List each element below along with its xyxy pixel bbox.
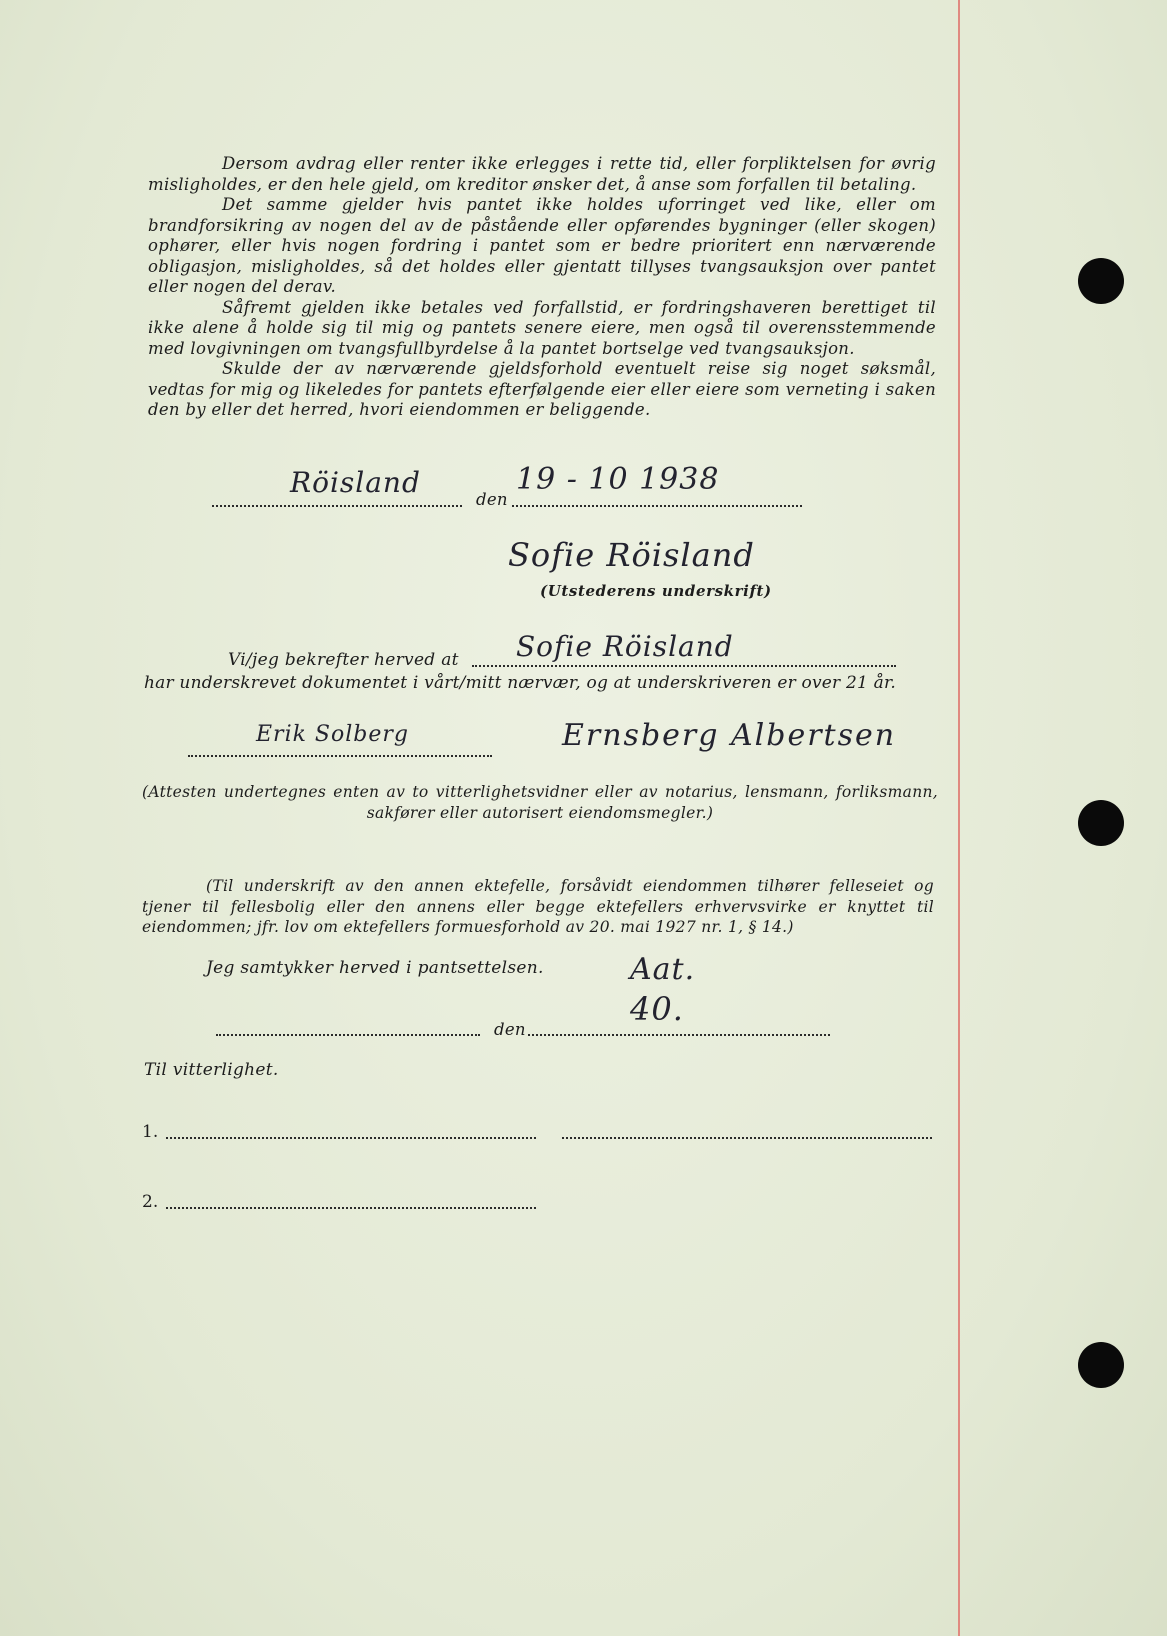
- spouse-mark-line2: 40.: [630, 990, 684, 1028]
- confirmation-prefix: Vi/jeg bekrefter herved at: [228, 650, 459, 670]
- witness1-dotted-line: [188, 755, 492, 757]
- date-handwritten: 19 - 10 1938: [516, 462, 720, 497]
- spouse-mark-line1: Aat.: [630, 952, 696, 987]
- den-label: den: [476, 490, 508, 509]
- terms-paragraph-default: Dersom avdrag eller renter ikke erlegges i rette tid, eller forpliktelsen for øvrig misligholdes, er den hele gjeld, om kreditor ønsker det, å anse som forfallen til betaling.: [148, 154, 936, 194]
- margin-rule: [958, 0, 960, 1636]
- witness-number-2: 2.: [142, 1192, 159, 1212]
- place-dotted-line: [212, 505, 462, 507]
- terms-paragraph-insurance: Det samme gjelder hvis pantet ikke holdes uforringet ved like, eller om brandforsikring av nogen del av de påstående eller opførendes bygninger (eller skogen) ophører, eller hvis nogen fordring i pantet som er bedre prioritert enn nærværende obligasjon, misligholdes, så det holdes eller gjentatt tillyses tvangsauksjon over pantet eller nogen del derav.: [148, 195, 936, 296]
- witness-1-line-b: [562, 1137, 932, 1139]
- punch-hole-lower: [1078, 1342, 1124, 1388]
- place-handwritten: Röisland: [290, 466, 421, 499]
- witness1-signature: Erik Solberg: [256, 722, 409, 747]
- terms-paragraph-venue: Skulde der av nærværende gjeldsforhold eventuelt reise sig noget søksmål, vedtas for mig og likeledes for pantets efterfølgende eier eller eiere som verneting i saken den by eller det herred, hvori eiendommen er beliggende.: [148, 359, 936, 419]
- confirmation-line2: har underskrevet dokumentet i vårt/mitt nærvær, og at underskriveren er over 21 år.: [144, 673, 897, 693]
- confirmation-name-handwritten: Sofie Röisland: [516, 630, 734, 663]
- spouse-note: (Til underskrift av den annen ektefelle, forsåvidt eiendommen tilhører felleseiet og tjener til fellesbolig eller den annens eller begge ektefellers erhvervsvirke er knyttet til eiendommen; jfr. lov om ektefellers formuesforhold av 20. mai 1927 nr. 1, § 14.): [142, 877, 934, 936]
- terms-paragraph-enforcement: Såfremt gjelden ikke betales ved forfallstid, er fordringshaveren berettiget til ikke alene å holde sig til mig og pantets senere eiere, men også til overensstemmende med lovgivningen om tvangsfullbyrdelse å la pantet bortselge ved tvangsauksjon.: [148, 297, 936, 358]
- punch-hole-middle: [1078, 800, 1124, 846]
- attestation-note: (Attesten undertegnes enten av to vitterlighetsvidner eller av notarius, lensmann, forliksmann, sakfører eller autorisert eiendomsmegler.): [142, 783, 938, 822]
- witness2-signature: Ernsberg Albertsen: [562, 718, 897, 753]
- witness-1-line-a: [166, 1137, 536, 1139]
- witnesses-heading: Til vitterlighet.: [144, 1060, 279, 1080]
- terms-section: [148, 154, 936, 421]
- spouse-den-label: den: [494, 1020, 526, 1039]
- spouse-consent: Jeg samtykker herved i pantsettelsen.: [206, 958, 544, 978]
- confirmation-name-line: [472, 665, 896, 667]
- witness-number-1: 1.: [142, 1122, 159, 1142]
- punch-hole-top: [1078, 258, 1124, 304]
- spouse-place-line: [216, 1034, 480, 1036]
- spouse-date-line: [528, 1034, 830, 1036]
- witness-2-line: [166, 1207, 536, 1209]
- date-dotted-line: [512, 505, 802, 507]
- issuer-signature: Sofie Röisland: [508, 536, 755, 574]
- issuer-caption: (Utstederens underskrift): [540, 582, 772, 600]
